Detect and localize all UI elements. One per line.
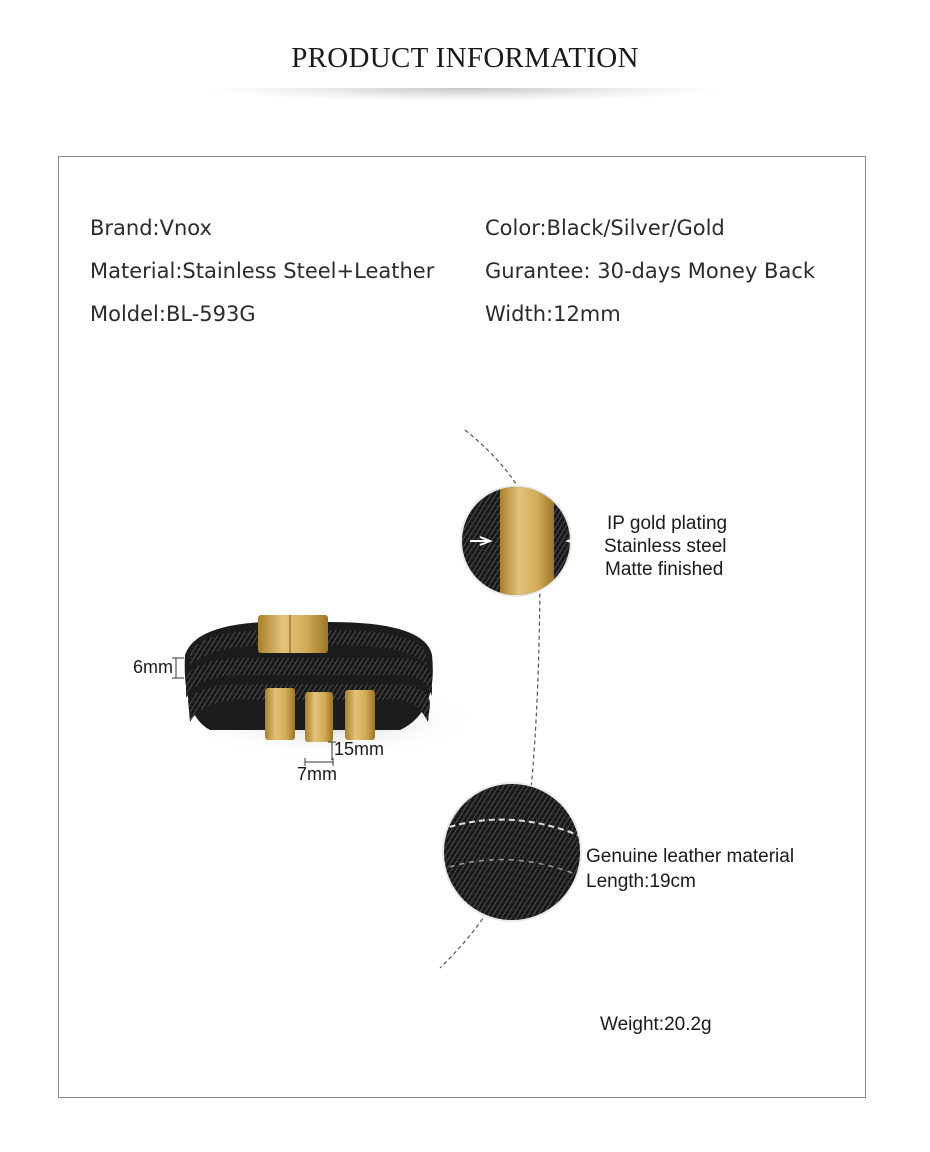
callout-plating-line1: IP gold plating: [607, 513, 728, 534]
spec-brand: Brand:Vnox: [90, 216, 212, 240]
spec-width: Width:12mm: [485, 302, 621, 326]
callout-plating-line3: Matte finished: [605, 559, 724, 580]
dimension-strand-label: 6mm: [133, 657, 173, 677]
dimension-bead-width-label: 7mm: [297, 764, 337, 784]
spec-color: Color:Black/Silver/Gold: [485, 216, 725, 240]
page-title: PRODUCT INFORMATION: [291, 42, 639, 74]
callout-leather-line1: Genuine leather material: [586, 846, 795, 867]
spec-material: Material:Stainless Steel+Leather: [90, 259, 435, 283]
callout-leather-line2: Length:19cm: [586, 871, 696, 892]
bracelet-image: [185, 615, 433, 742]
plating-detail-circle: [455, 478, 588, 608]
dimension-bead-height-label: 15mm: [334, 739, 385, 759]
leather-detail-circle: [440, 780, 590, 930]
spec-model: Moldel:BL-593G: [90, 302, 256, 326]
spec-guarantee: Gurantee: 30-days Money Back: [485, 259, 816, 283]
weight-label: Weight:20.2g: [600, 1014, 712, 1035]
callout-plating-line2: Stainless steel: [604, 536, 727, 557]
